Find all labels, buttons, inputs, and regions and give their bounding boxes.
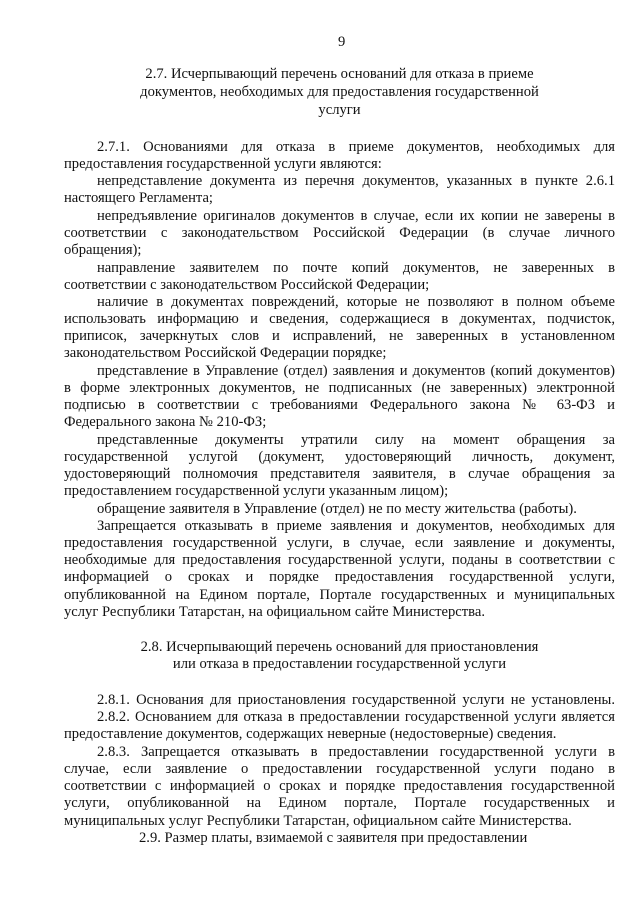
paragraph-line: услуг Республики Татарстан, на официальном сайте Министерства. xyxy=(64,604,485,620)
paragraph-line: непредставление документа из перечня документов, указанных в пункте 2.6.1 xyxy=(97,173,615,189)
paragraph-line: предоставление документов, содержащих неверные (недостоверные) сведения. xyxy=(64,726,557,742)
paragraph-line: представление в Управление (отдел) заявления и документов (копий документов) xyxy=(97,363,615,379)
paragraph-line: в форме электронных документов, не подписанных (не заверенных) электронной xyxy=(64,380,615,396)
paragraph-line: информацией о сроках и порядке предоставления государственной услуги, xyxy=(64,569,615,585)
paragraph-line: необходимые для предоставления государственной услуги, поданы в соответствии с xyxy=(64,552,615,568)
paragraph-line: Запрещается отказывать в приеме заявления и документов, необходимых для xyxy=(97,518,615,534)
paragraph-line: соответствии с информацией о сроках и порядке предоставления государственной xyxy=(64,778,615,794)
paragraph-line: 2.7.1. Основаниями для отказа в приеме документов, необходимых для xyxy=(97,139,615,155)
paragraph-line: удостоверяющий полномочия представителя заявителя, в случае обращения за xyxy=(64,466,615,482)
paragraph-line: государственной услугой (документ, удостоверяющий личность, документ, xyxy=(64,449,615,465)
paragraph-line: обращение заявителя в Управление (отдел) не по месту жительства (работы). xyxy=(97,501,577,517)
page-number: 9 xyxy=(338,34,346,50)
paragraph-line: предоставления государственной услуги, в случае, если заявление и документы, xyxy=(64,535,615,551)
paragraph-line: законодательством Российской Федерации порядке; xyxy=(64,345,387,361)
paragraph-line: случае, если заявление о предоставлении государственной услуги подано в xyxy=(64,761,615,777)
paragraph-line: Федерального закона № 210-ФЗ; xyxy=(64,414,267,430)
paragraph-line: представленные документы утратили силу на момент обращения за xyxy=(97,432,615,448)
paragraph-line: опубликованной на Едином портале, Портале государственных и муниципальных xyxy=(64,587,615,603)
section-heading-line: документов, необходимых для предоставления государственной xyxy=(140,84,539,100)
paragraph-line: приписок, зачеркнутых слов и исправлений, не заверенных в установленном xyxy=(64,328,615,344)
paragraph-line: услуги, опубликованной на Едином портале, Портале государственных и xyxy=(64,795,615,811)
paragraph-line: предоставлением государственной услуги указанным лицом); xyxy=(64,483,449,499)
paragraph-line: предоставления государственной услуги являются: xyxy=(64,156,382,172)
paragraph-line: подписью в соответствии с требованиями Федерального закона № 63-ФЗ и xyxy=(64,397,615,413)
paragraph-line: муниципальных услуг Республики Татарстан, официальном сайте Министерства. xyxy=(64,813,572,829)
paragraph-line: направление заявителем по почте копий документов, не заверенных в xyxy=(97,260,615,276)
paragraph-line: соответствии с законодательством Российской Федерации; xyxy=(64,277,430,293)
section-heading-line: 2.7. Исчерпывающий перечень оснований для отказа в приеме xyxy=(145,66,534,82)
paragraph-line: непредъявление оригиналов документов в случае, если их копии не заверены в xyxy=(97,208,615,224)
paragraph-line: 2.8.1. Основания для приостановления государственной услуги не установлены. xyxy=(97,692,615,708)
paragraph-line: 2.8.3. Запрещается отказывать в предоставлении государственной услуги в xyxy=(97,744,615,760)
paragraph-line: использовать информацию и сведения, содержащиеся в документах, подчисток, xyxy=(64,311,615,327)
paragraph-line: обращения); xyxy=(64,242,142,258)
section-heading-line: услуги xyxy=(318,102,361,118)
paragraph-line: соответствии с законодательством Российской Федерации (в случае личного xyxy=(64,225,615,241)
paragraph-line: наличие в документах повреждений, которые не позволяют в полном объеме xyxy=(97,294,615,310)
paragraph-line: 2.9. Размер платы, взимаемой с заявителя при предоставлении xyxy=(139,830,528,846)
paragraph-line: 2.8.2. Основанием для отказа в предоставлении государственной услуги является xyxy=(97,709,615,725)
section-heading-line: или отказа в предоставлении государственной услуги xyxy=(172,656,507,672)
paragraph-line: настоящего Регламента; xyxy=(64,190,213,206)
section-heading-line: 2.8. Исчерпывающий перечень оснований для приостановления xyxy=(140,639,539,655)
